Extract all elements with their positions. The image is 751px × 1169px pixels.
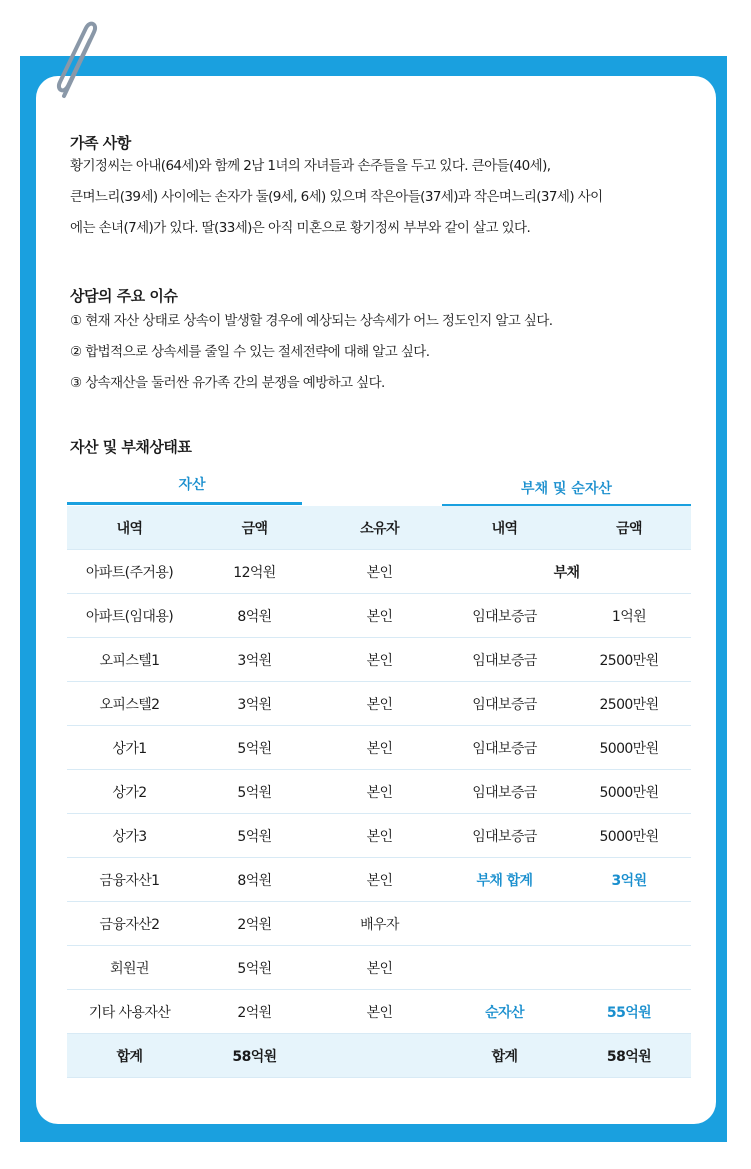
liabilities-group-label: 부채 및 순자산 xyxy=(521,481,612,497)
header-cell: 금액 xyxy=(567,506,691,550)
balance-table xyxy=(67,506,691,1078)
liability-heading: 부채 xyxy=(442,550,691,594)
cell: 5억원 xyxy=(192,726,317,770)
net-asset-value: 55억원 xyxy=(567,990,691,1034)
total-cell: 58억원 xyxy=(567,1034,691,1078)
cell: 아파트(임대용) xyxy=(67,594,192,638)
net-asset-label: 순자산 xyxy=(442,990,567,1034)
cell: 오피스텔1 xyxy=(67,638,192,682)
assets-group-line xyxy=(67,502,302,505)
cell: 회원권 xyxy=(67,946,192,990)
cell: 5000만원 xyxy=(567,726,691,770)
family-paragraph xyxy=(70,151,690,244)
cell: 2500만원 xyxy=(567,682,691,726)
cell: 본인 xyxy=(317,858,442,902)
cell: 기타 사용자산 xyxy=(67,990,192,1034)
table-row xyxy=(67,946,691,990)
cell: 본인 xyxy=(317,946,442,990)
cell: 배우자 xyxy=(317,902,442,946)
header-cell: 소유자 xyxy=(317,506,442,550)
cell: 1억원 xyxy=(567,594,691,638)
total-cell: 58억원 xyxy=(192,1034,317,1078)
issue-item: ① 현재 자산 상태로 상속이 발생할 경우에 예상되는 상속세가 어느 정도인지 알고 싶다. xyxy=(70,313,553,329)
table-row xyxy=(67,682,691,726)
family-line: 황기정씨는 아내(64세)와 함께 2남 1녀의 자녀들과 손주들을 두고 있다. 큰아들(40세), xyxy=(70,158,551,174)
table-row xyxy=(67,902,691,946)
cell: 본인 xyxy=(317,770,442,814)
cell: 임대보증금 xyxy=(442,638,567,682)
cell: 본인 xyxy=(317,638,442,682)
cell: 2500만원 xyxy=(567,638,691,682)
cell xyxy=(442,902,567,946)
cell: 3억원 xyxy=(192,638,317,682)
table-row xyxy=(67,638,691,682)
cell: 금융자산1 xyxy=(67,858,192,902)
issues-list xyxy=(70,306,690,399)
cell: 임대보증금 xyxy=(442,682,567,726)
cell: 본인 xyxy=(317,550,442,594)
cell xyxy=(567,946,691,990)
cell: 본인 xyxy=(317,726,442,770)
table-title: 자산 및 부채상태표 xyxy=(70,438,192,456)
cell: 본인 xyxy=(317,990,442,1034)
cell xyxy=(567,902,691,946)
cell: 본인 xyxy=(317,594,442,638)
family-title: 가족 사항 xyxy=(70,134,131,152)
cell: 8억원 xyxy=(192,594,317,638)
cell: 상가3 xyxy=(67,814,192,858)
cell: 금융자산2 xyxy=(67,902,192,946)
table-row xyxy=(67,990,691,1034)
header-cell: 내역 xyxy=(67,506,192,550)
table-row xyxy=(67,814,691,858)
table-row xyxy=(67,770,691,814)
table-row xyxy=(67,550,691,594)
issue-item: ② 합법적으로 상속세를 줄일 수 있는 절세전략에 대해 알고 싶다. xyxy=(70,344,430,360)
table-total-row xyxy=(67,1034,691,1078)
table-row xyxy=(67,726,691,770)
cell: 오피스텔2 xyxy=(67,682,192,726)
cell: 5000만원 xyxy=(567,814,691,858)
cell: 3억원 xyxy=(192,682,317,726)
cell: 상가2 xyxy=(67,770,192,814)
assets-group-label: 자산 xyxy=(178,477,206,493)
cell: 5억원 xyxy=(192,946,317,990)
cell: 임대보증금 xyxy=(442,814,567,858)
cell: 아파트(주거용) xyxy=(67,550,192,594)
cell: 임대보증금 xyxy=(442,770,567,814)
cell: 8억원 xyxy=(192,858,317,902)
table-header-row xyxy=(67,506,691,550)
liability-total-value: 3억원 xyxy=(567,858,691,902)
total-cell: 합계 xyxy=(442,1034,567,1078)
cell: 12억원 xyxy=(192,550,317,594)
cell xyxy=(442,946,567,990)
header-cell: 내역 xyxy=(442,506,567,550)
cell: 본인 xyxy=(317,682,442,726)
family-line: 큰며느리(39세) 사이에는 손자가 둘(9세, 6세) 있으며 작은아들(37세)과 작은며느리(37세) 사이 xyxy=(70,189,603,205)
total-cell xyxy=(317,1034,442,1078)
cell: 2억원 xyxy=(192,902,317,946)
cell: 임대보증금 xyxy=(442,726,567,770)
family-line: 에는 손녀(7세)가 있다. 딸(33세)은 아직 미혼으로 황기정씨 부부와 같이 살고 있다. xyxy=(70,220,531,236)
cell: 임대보증금 xyxy=(442,594,567,638)
cell: 5억원 xyxy=(192,814,317,858)
cell: 5억원 xyxy=(192,770,317,814)
cell: 5000만원 xyxy=(567,770,691,814)
table-row xyxy=(67,858,691,902)
cell: 본인 xyxy=(317,814,442,858)
header-cell: 금액 xyxy=(192,506,317,550)
total-cell: 합계 xyxy=(67,1034,192,1078)
cell: 상가1 xyxy=(67,726,192,770)
liability-total-label: 부채 합계 xyxy=(442,858,567,902)
cell: 2억원 xyxy=(192,990,317,1034)
issue-item: ③ 상속재산을 둘러싼 유가족 간의 분쟁을 예방하고 싶다. xyxy=(70,375,385,391)
table-row xyxy=(67,594,691,638)
issues-title: 상담의 주요 이슈 xyxy=(70,287,178,305)
paperclip-icon xyxy=(50,18,110,108)
